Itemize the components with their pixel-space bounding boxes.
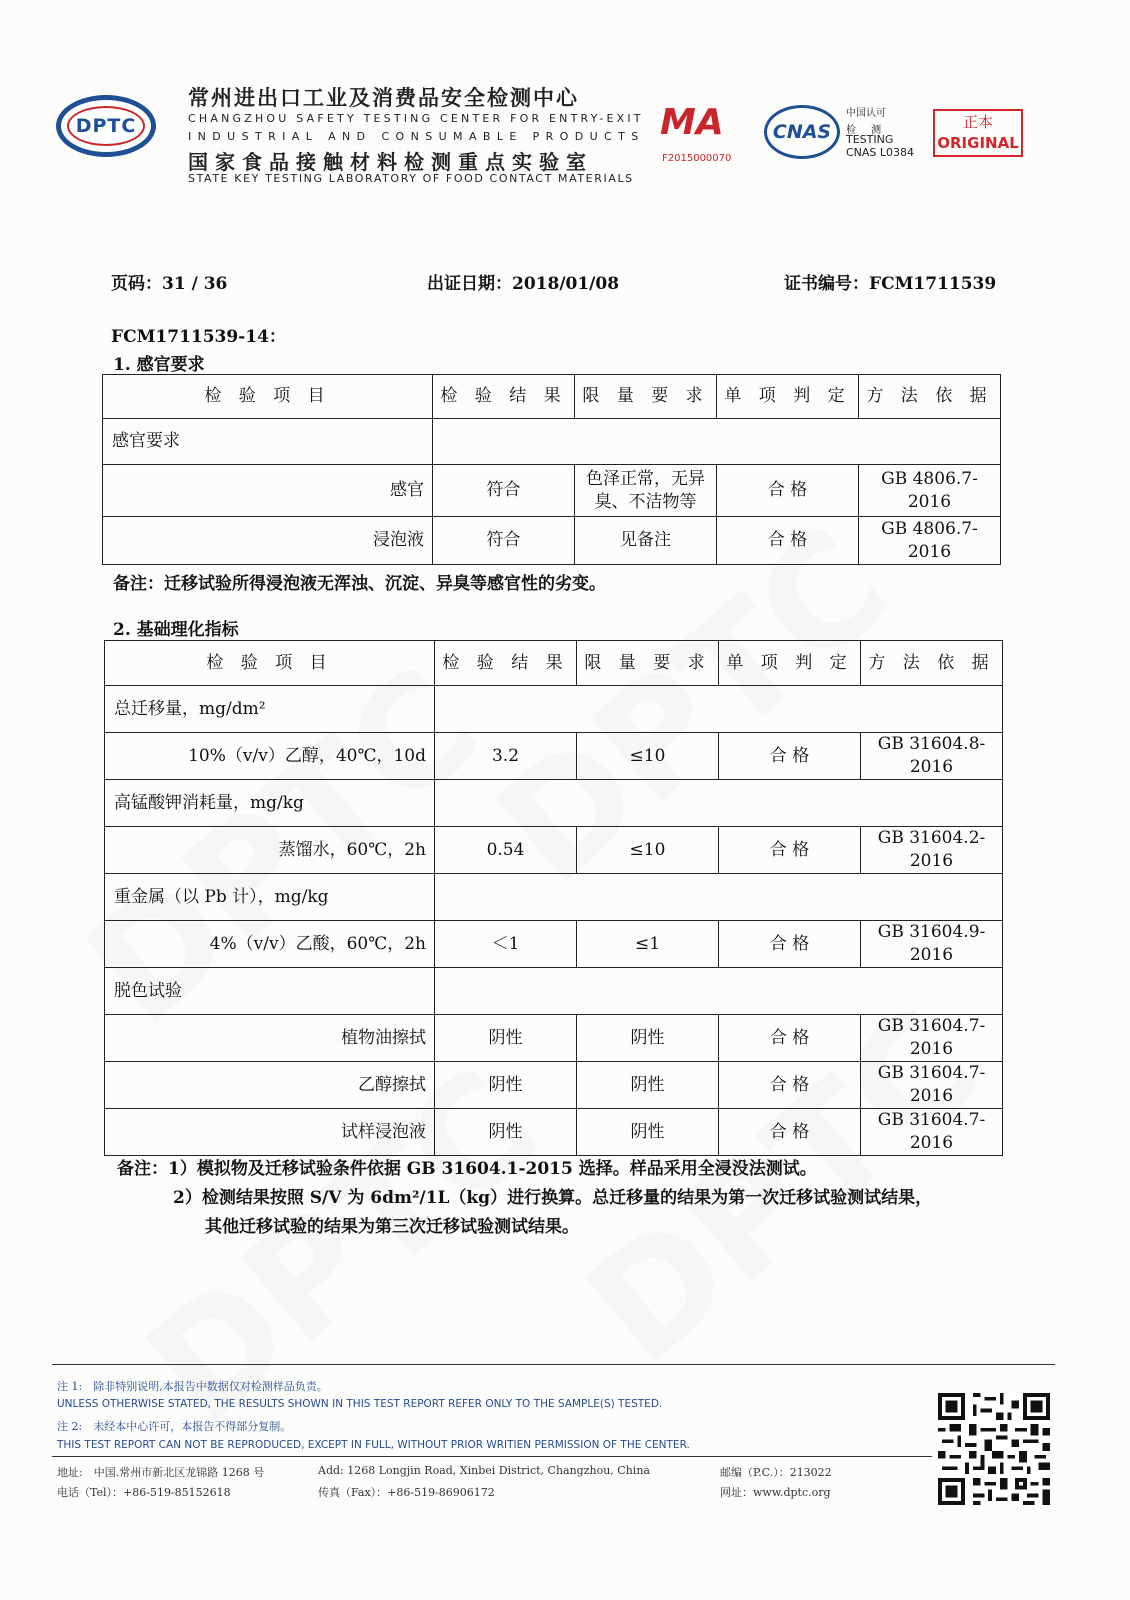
header-cell: 检 验 结 果 (435, 641, 577, 686)
judge-cell: 合 格 (719, 1062, 861, 1109)
org-name-en-line2: INDUSTRIAL AND CONSUMABLE PRODUCTS (188, 130, 645, 143)
empty-cell (433, 419, 1001, 465)
table-row (105, 921, 1003, 968)
result-cell: 符合 (433, 517, 575, 565)
judge-cell: 合 格 (719, 1109, 861, 1156)
group-label: 总迁移量，mg/dm² (105, 686, 435, 733)
cma-code: F2015000070 (662, 153, 732, 164)
result-cell: 符合 (433, 465, 575, 517)
table-row (105, 1015, 1003, 1062)
limit-cell: 阴性 (577, 1062, 719, 1109)
section1-note: 备注：迁移试验所得浸泡液无浑浊、沉淀、异臭等感官性的劣变。 (113, 574, 606, 594)
method-cell: GB 31604.7-2016 (861, 1109, 1003, 1156)
header-cell: 检 验 项 目 (103, 375, 433, 419)
result-cell: 0.54 (435, 827, 577, 874)
footer-address-en: Add: 1268 Longjin Road, Xinbei District, Changzhou, China (318, 1464, 650, 1477)
org-name-en-line1: CHANGZHOU SAFETY TESTING CENTER FOR ENTRY-EXIT (188, 112, 644, 125)
footer-website: 网址：www.dptc.org (720, 1486, 831, 1499)
footer-divider (52, 1364, 1055, 1365)
table-group-row (105, 780, 1003, 827)
method-cell: GB 31604.7-2016 (861, 1062, 1003, 1109)
stamp-en: ORIGINAL (937, 134, 1019, 152)
method-cell: GB 4806.7-2016 (859, 465, 1001, 517)
result-cell: 阴性 (435, 1015, 577, 1062)
table-row (105, 1109, 1003, 1156)
header-cell: 方 法 依 据 (859, 375, 1001, 419)
limit-cell: 色泽正常，无异臭、不洁物等 (575, 465, 717, 517)
header-cell: 限 量 要 求 (575, 375, 717, 419)
org-name-cn: 常州进出口工业及消费品安全检测中心 (188, 86, 579, 110)
section2-note-2b: 其他迁移试验的结果为第三次迁移试验测试结果。 (205, 1217, 579, 1237)
cnas-cn2: 检 测 (846, 125, 888, 136)
lab-name-cn: 国家食品接触材料检测重点实验室 (188, 150, 593, 174)
table-row (103, 517, 1001, 565)
table-group-row (105, 686, 1003, 733)
item-cell: 4%（v/v）乙酸，60℃，2h (105, 921, 435, 968)
certificate-number: 证书编号：FCM1711539 (784, 274, 997, 294)
limit-cell: 阴性 (577, 1015, 719, 1062)
section2-note-1: 备注：1）模拟物及迁移试验条件依据 GB 31604.1-2015 选择。样品采用全浸没法测试。 (117, 1159, 817, 1179)
empty-cell (435, 780, 1003, 827)
method-cell: GB 31604.9-2016 (861, 921, 1003, 968)
cnas-logo-text: CNAS (772, 121, 832, 143)
table-header-row (103, 375, 1001, 419)
footer-note1-en: UNLESS OTHERWISE STATED, THE RESULTS SHOWN IN THIS TEST REPORT REFER ONLY TO THE SAMPLE(S) TESTED. (57, 1398, 663, 1410)
header-cell: 检 验 项 目 (105, 641, 435, 686)
table-row (105, 1062, 1003, 1109)
footer-divider-2 (52, 1456, 932, 1457)
group-label: 高锰酸钾消耗量，mg/kg (105, 780, 435, 827)
qr-code (938, 1393, 1050, 1505)
table-header-row (105, 641, 1003, 686)
table-row (105, 733, 1003, 780)
table-group-row (105, 968, 1003, 1015)
cnas-logo (764, 105, 840, 159)
method-cell: GB 31604.7-2016 (861, 1015, 1003, 1062)
limit-cell: ≤10 (577, 733, 719, 780)
group-label: 感官要求 (103, 419, 433, 465)
section1-title: 1. 感官要求 (113, 355, 205, 375)
limit-cell: ≤10 (577, 827, 719, 874)
dptc-logo-text: DPTC (75, 115, 137, 137)
table-row (105, 827, 1003, 874)
item-cell: 感官 (103, 465, 433, 517)
limit-cell: 见备注 (575, 517, 717, 565)
footer-note2-cn: 注 2: 未经本中心许可，本报告不得部分复制。 (57, 1420, 292, 1433)
item-cell: 植物油擦拭 (105, 1015, 435, 1062)
sensory-table (102, 374, 1001, 565)
judge-cell: 合 格 (717, 465, 859, 517)
section2-note-2a: 2）检测结果按照 S/V 为 6dm²/1L（kg）进行换算。总迁移量的结果为第一次迁移试验测试结果， (173, 1188, 933, 1208)
footer-fax: 传真（Fax）：+86-519-86906172 (318, 1486, 495, 1499)
group-label: 脱色试验 (105, 968, 435, 1015)
method-cell: GB 4806.7-2016 (859, 517, 1001, 565)
item-cell: 蒸馏水，60℃，2h (105, 827, 435, 874)
judge-cell: 合 格 (719, 921, 861, 968)
dptc-logo (56, 95, 156, 157)
empty-cell (435, 686, 1003, 733)
footer-address-cn: 地址: 中国.常州市新北区龙锦路 1268 号 (57, 1466, 265, 1479)
result-cell: 阴性 (435, 1062, 577, 1109)
method-cell: GB 31604.8-2016 (861, 733, 1003, 780)
result-cell: 阴性 (435, 1109, 577, 1156)
cnas-cn: 中国认可 (846, 108, 886, 119)
header-cell: 单 项 判 定 (717, 375, 859, 419)
stamp-cn: 正本 (962, 113, 993, 131)
judge-cell: 合 格 (717, 517, 859, 565)
footer-note1-cn: 注 1: 除非特别说明,本报告中数据仅对检测样品负责。 (57, 1380, 328, 1393)
lab-name-en: STATE KEY TESTING LABORATORY OF FOOD CONTACT MATERIALS (188, 172, 634, 185)
item-cell: 浸泡液 (103, 517, 433, 565)
issue-date: 出证日期：2018/01/08 (427, 274, 620, 294)
cma-mark: MA (660, 102, 724, 143)
section2-title: 2. 基础理化指标 (113, 620, 239, 640)
physicochemical-table (104, 640, 1003, 1156)
original-stamp (933, 109, 1023, 157)
footer-tel: 电话（Tel）：+86-519-85152618 (57, 1486, 231, 1499)
empty-cell (435, 968, 1003, 1015)
table-row (103, 465, 1001, 517)
limit-cell: 阴性 (577, 1109, 719, 1156)
cnas-testing: TESTING (846, 133, 894, 146)
result-cell: ＜1 (435, 921, 577, 968)
result-cell: 3.2 (435, 733, 577, 780)
judge-cell: 合 格 (719, 733, 861, 780)
table-group-row (103, 419, 1001, 465)
header-cell: 限 量 要 求 (577, 641, 719, 686)
limit-cell: ≤1 (577, 921, 719, 968)
item-cell: 10%（v/v）乙醇，40℃，10d (105, 733, 435, 780)
empty-cell (435, 874, 1003, 921)
group-label: 重金属（以 Pb 计），mg/kg (105, 874, 435, 921)
judge-cell: 合 格 (719, 827, 861, 874)
table-group-row (105, 874, 1003, 921)
item-cell: 乙醇擦拭 (105, 1062, 435, 1109)
judge-cell: 合 格 (719, 1015, 861, 1062)
header-cell: 单 项 判 定 (719, 641, 861, 686)
header-cell: 检 验 结 果 (433, 375, 575, 419)
page-number: 页码：31 / 36 (111, 274, 228, 294)
sample-id: FCM1711539-14： (111, 327, 286, 347)
item-cell: 试样浸泡液 (105, 1109, 435, 1156)
header-cell: 方 法 依 据 (861, 641, 1003, 686)
cnas-code: CNAS L0384 (846, 146, 915, 159)
footer-note2-en: THIS TEST REPORT CAN NOT BE REPRODUCED, EXCEPT IN FULL, WITHOUT PRIOR WRITIEN PERMISSION OF THE CENTER. (57, 1439, 690, 1451)
footer-postcode: 邮编（P.C.）：213022 (720, 1466, 832, 1479)
method-cell: GB 31604.2-2016 (861, 827, 1003, 874)
